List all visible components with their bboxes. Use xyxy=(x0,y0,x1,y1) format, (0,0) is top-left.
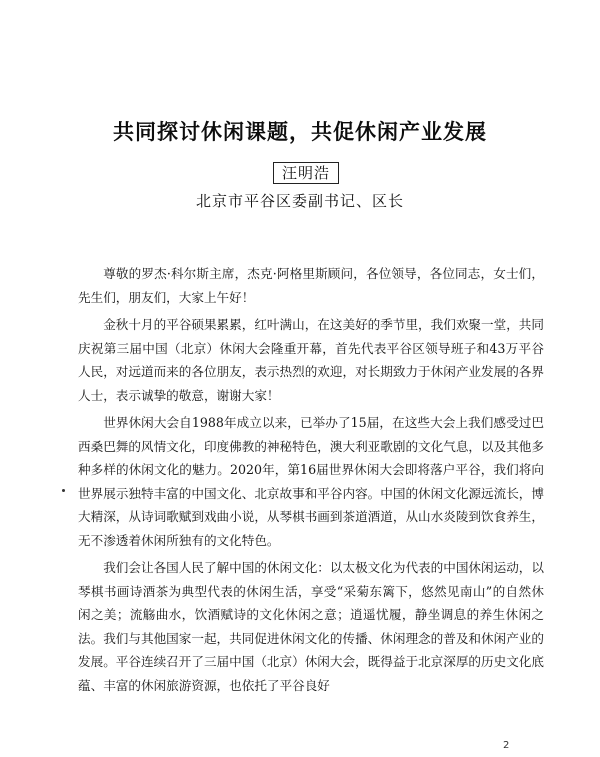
scan-speck xyxy=(62,489,65,492)
page-title: 共同探讨休闲课题，共促休闲产业发展 xyxy=(113,120,487,144)
paragraph-greeting: 尊敬的罗杰·科尔斯主席，杰克·阿格里斯顾问，各位领导，各位同志，女士们，先生们，朋友们，大家上午好！ xyxy=(78,266,544,305)
paragraph-chinese-leisure-culture: 我们会让各国人民了解中国的休闲文化：以太极文化为代表的中国休闲运动，以琴棋书画诗酒茶为典型代表的休闲生活，享受“采菊东篱下，悠然见南山”的自然休闲之美；流觞曲水，饮酒赋诗的文化休闲之意；逍遥忧履，静坐调息的养生休闲之法。我们与其他国家一起，共同促进休闲文化的传播、休闲理念的普及和休闲产业的发展。平谷连续召开了三届中国（北京）休闲大会，既得益于北京深厚的历史文化底蕴、丰富的休闲旅游资源，也依托了平谷良好 xyxy=(78,560,544,693)
page-number: 2 xyxy=(503,740,510,751)
author-name: 汪明浩 xyxy=(273,162,339,184)
speech-body xyxy=(78,262,544,701)
paragraph-welcome: 金秋十月的平谷硕果累累，红叶满山，在这美好的季节里，我们欢聚一堂，共同庆祝第三届中国（北京）休闲大会隆重开幕，首先代表平谷区领导班子和43万平谷人民，对远道而来的各位朋友，表示热烈的欢迎，对长期致力于休闲产业发展的各界人士，表示诚挚的敬意，谢谢大家！ xyxy=(78,317,544,403)
author-affiliation: 北京市平谷区委副书记、区长 xyxy=(195,192,404,210)
paragraph-world-leisure-congress: 世界休闲大会自1988年成立以来，已举办了15届，在这些大会上我们感受过巴西桑巴舞的风情文化，印度佛教的神秘特色，澳大利亚歌剧的文化气息，以及其他多种多样的休闲文化的魅力。2020年，第16届世界休闲大会即将落户平谷，我们将向世界展示独特丰富的中国文化、北京故事和平谷内容。中国的休闲文化源远流长，博大精深，从诗词歌赋到戏曲小说，从琴棋书画到茶道酒道，从山水炎陵到饮食养生，无不渗透着休闲所独有的文化特色。 xyxy=(78,415,544,548)
